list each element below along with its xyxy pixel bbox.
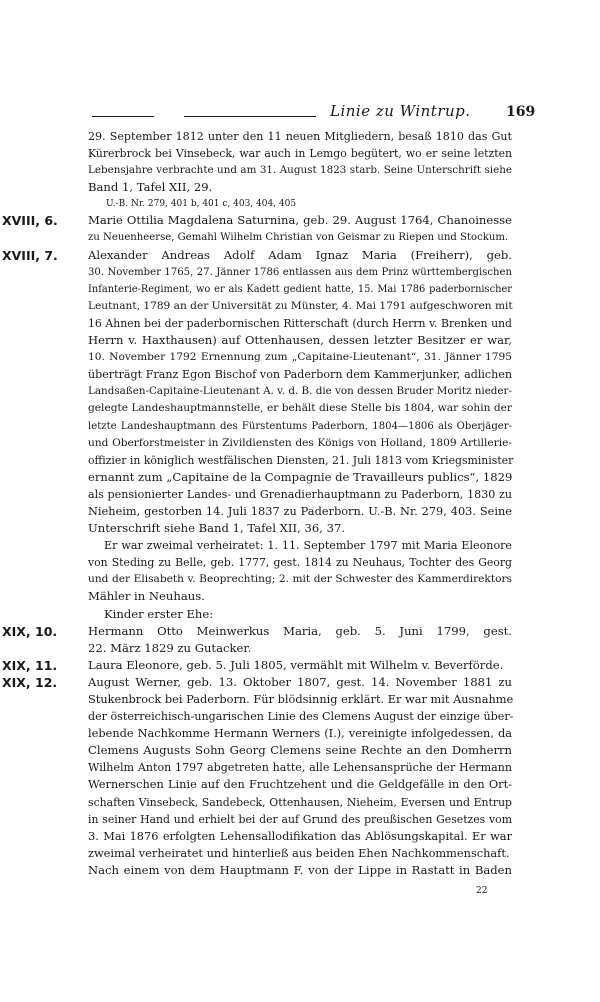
text-line [0, 418, 600, 435]
text-line [0, 486, 600, 503]
entry-number: XVIII, 7. [2, 247, 58, 263]
line-text: gelegte Landeshauptmannstelle, er behält diese Stelle bis 1804, war sohin der [88, 402, 512, 415]
line-text: 22. März 1829 zu Gutacker. [88, 640, 252, 655]
line-text: der österreichisch-ungarischen Linie des Clemens August der einzige über- [88, 710, 514, 724]
entry-line [0, 657, 600, 674]
entry-line [0, 247, 600, 264]
text-line [0, 828, 600, 845]
line-text: Alexander Andreas Adolf Adam Ignaz Maria (Freiherr), geb. [88, 247, 512, 262]
text-line [0, 162, 600, 179]
text-line [0, 554, 600, 571]
text-line [0, 503, 600, 520]
header-title: Linie zu Wintrup. [330, 102, 471, 120]
text-line [0, 264, 600, 281]
text-line [0, 759, 600, 776]
text-line [0, 349, 600, 366]
text-line [0, 298, 600, 315]
text-line [0, 794, 600, 811]
line-text: letzte Landeshauptmann des Fürstentums Paderborn, 1804—1806 als Oberjäger- [88, 420, 512, 432]
text-line [0, 691, 600, 708]
text-line [0, 315, 600, 332]
line-text: als pensionierter Landes- und Grenadierhauptmann zu Paderborn, 1830 zu [88, 487, 512, 501]
running-header [92, 100, 552, 122]
body-text [0, 128, 600, 879]
text-line [0, 862, 600, 879]
line-text: schaften Vinsebeck, Sandebeck, Ottenhausen, Nieheim, Eversen und Entrup [88, 795, 512, 809]
text-line [0, 588, 600, 605]
line-text: Stukenbrock bei Paderborn. Für blödsinnig erklärt. Er war mit Ausnahme [88, 692, 514, 706]
entry-number: XIX, 12. [2, 674, 58, 690]
sheet-signature: 22 [476, 886, 488, 896]
line-text: 16 Ahnen bei der paderbornischen Ritterschaft (durch Herrn v. Brenken und [88, 316, 512, 330]
line-text: Hermann Otto Meinwerkus Maria, geb. 5. Juni 1799, gest. [88, 623, 512, 638]
text-line [0, 640, 600, 657]
text-line [0, 571, 600, 588]
line-text: Laura Eleonore, geb. 5. Juli 1805, vermählt mit Wilhelm v. Beverförde. [88, 657, 504, 672]
line-text: Herrn v. Haxthausen) auf Ottenhausen, dessen letzter Besitzer er war, [88, 333, 512, 348]
line-text: Marie Ottilia Magdalena Saturnina, geb. 29. August 1764, Chanoinesse [88, 213, 512, 228]
text-line [0, 776, 600, 793]
header-rule-middle [184, 116, 316, 117]
text-line [0, 366, 600, 383]
line-text: zweimal verheiratet und hinterließ aus beiden Ehen Nachkommenschaft. [88, 845, 510, 860]
text-line [0, 537, 600, 554]
text-line [0, 332, 600, 349]
text-line [0, 469, 600, 486]
line-text: Wilhelm Anton 1797 abgetreten hatte, alle Lehensansprüche der Hermann [88, 761, 512, 775]
line-text: und Oberforstmeister in Zivildiensten des Königs von Holland, 1809 Artillerie- [88, 436, 512, 449]
line-text: von Steding zu Belle, geb. 1777, gest. 1814 zu Neuhaus, Tochter des Georg [88, 556, 512, 570]
line-text: Lebensjahre verbrachte und am 31. August 1823 starb. Seine Unterschrift siehe [88, 164, 512, 177]
line-text: Mähler in Neuhaus. [88, 589, 205, 604]
text-line [0, 229, 600, 246]
text-line [0, 606, 600, 623]
text-line [0, 400, 600, 417]
line-text: Nach einem von dem Hauptmann F. von der Lippe in Rastatt in Baden [88, 862, 512, 877]
text-line [0, 845, 600, 862]
line-text: ernannt zum „Capitaine de la Compagnie de Travailleurs publics“, 1829 [88, 469, 513, 484]
text-line [0, 281, 600, 298]
text-line [0, 435, 600, 452]
text-line [0, 725, 600, 742]
text-line [0, 708, 600, 725]
line-text: Leutnant, 1789 an der Universität zu Münster, 4. Mai 1791 aufgeschworen mit [88, 299, 513, 312]
line-text: in seiner Hand und erhielt bei der auf Grund des preußischen Gesetzes vom [88, 812, 512, 826]
entry-line [0, 212, 600, 229]
line-text: 29. September 1812 unter den 11 neuen Mitgliedern, besaß 1810 das Gut [88, 130, 512, 143]
line-text: Kürerbrock bei Vinsebeck, war auch in Lemgo begütert, wo er seine letzten [88, 147, 512, 161]
entry-number: XIX, 10. [2, 623, 58, 639]
line-text: Nieheim, gestorben 14. Juli 1837 zu Paderborn. U.-B. Nr. 279, 403. Seine [88, 503, 512, 518]
text-line [0, 145, 600, 162]
line-text: Wernerschen Linie auf den Fruchtzehent und die Geldgefälle in den Ort- [88, 777, 512, 792]
text-line [0, 811, 600, 828]
line-text: überträgt Franz Egon Bischof von Paderborn dem Kammerjunker, adlichen [88, 368, 512, 382]
line-text: offizier in königlich westfälischen Diensten, 21. Juli 1813 vom Kriegsminister [88, 453, 514, 467]
line-text: Er war zweimal verheiratet: 1. 11. September 1797 mit Maria Eleonore [104, 539, 512, 553]
text-line [0, 520, 600, 537]
line-text: zu Neuenheerse, Gemahl Wilhelm Christian von Geismar zu Riepen und Stockum. [88, 232, 509, 244]
line-text: August Werner, geb. 13. Oktober 1807, gest. 14. November 1881 zu [88, 674, 512, 689]
line-text: Clemens Augusts Sohn Georg Clemens seine Rechte an den Domherrn [88, 743, 512, 758]
line-text: Landsaßen-Capitaine-Lieutenant A. v. d. B. die von dessen Bruder Moritz nieder- [88, 385, 512, 398]
entry-line [0, 674, 600, 691]
line-text: Kinder erster Ehe: [104, 606, 214, 621]
text-line [0, 742, 600, 759]
page-number: 169 [506, 104, 536, 120]
line-text: 30. November 1765, 27. Jänner 1786 entlassen aus dem Prinz württembergischen [88, 266, 512, 278]
entry-line [0, 623, 600, 640]
line-text: und der Elisabeth v. Beoprechting; 2. mit der Schwester des Kammerdirektors [88, 573, 512, 586]
line-text: lebende Nachkomme Hermann Werners (I.), vereinigte infolgedessen, da [88, 726, 512, 741]
entry-number: XVIII, 6. [2, 213, 58, 229]
header-rule-left [92, 116, 154, 117]
text-line [0, 196, 600, 212]
text-line [0, 179, 600, 196]
text-line [0, 128, 600, 145]
text-line [0, 383, 600, 400]
line-text: 3. Mai 1876 erfolgten Lehensallodifikation das Ablösungskapital. Er war [88, 828, 512, 843]
line-text: Infanterie-Regiment, wo er als Kadett gedient hatte, 15. Mai 1786 paderbornischer [88, 283, 512, 295]
text-line [0, 452, 600, 469]
line-text: 10. November 1792 Ernennung zum „Capitaine-Lieutenant“, 31. Jänner 1795 [88, 351, 512, 364]
entry-number: XIX, 11. [2, 657, 58, 673]
line-text: Band 1, Tafel XII, 29. [88, 180, 213, 195]
line-text: U.-B. Nr. 279, 401 b, 401 c, 403, 404, 405 [106, 199, 297, 210]
line-text: Unterschrift siehe Band 1, Tafel XII, 36, 37. [88, 521, 346, 536]
